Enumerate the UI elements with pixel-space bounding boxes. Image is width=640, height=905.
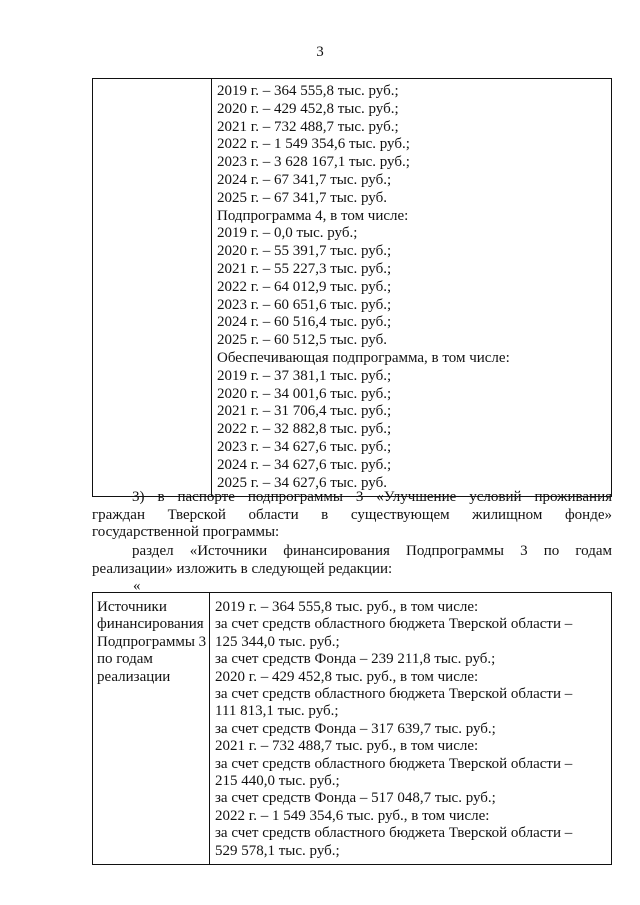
paragraph-line: реализации» изложить в следующей редакции:	[92, 560, 393, 577]
table-line: за счет средств Фонда – 239 211,8 тыс. руб.;	[215, 651, 496, 668]
table-line: 2023 г. – 34 627,6 тыс. руб.;	[217, 438, 392, 455]
table-line: 2025 г. – 34 627,6 тыс. руб.	[217, 474, 387, 491]
table-line: за счет средств областного бюджета Тверской области –	[215, 686, 573, 703]
table-line: за счет средств областного бюджета Тверской области –	[215, 755, 573, 772]
table-line: 2023 г. – 60 651,6 тыс. руб.;	[217, 296, 392, 313]
table-line: 125 344,0 тыс. руб.;	[215, 633, 340, 650]
table-line: 2024 г. – 60 516,4 тыс. руб.;	[217, 314, 392, 331]
table-line: 2020 г. – 429 452,8 тыс. руб.;	[217, 100, 399, 117]
table-line: 2019 г. – 37 381,1 тыс. руб.;	[217, 367, 392, 384]
table-line: 2025 г. – 60 512,5 тыс. руб.	[217, 332, 387, 349]
table-line: 2019 г. – 0,0 тыс. руб.;	[217, 225, 358, 242]
table-line: 2021 г. – 55 227,3 тыс. руб.;	[217, 260, 392, 277]
table-right-cell	[212, 79, 612, 497]
table-line: 529 578,1 тыс. руб.;	[215, 842, 340, 859]
page-number: 3	[316, 44, 324, 60]
table-line: 2021 г. – 31 706,4 тыс. руб.;	[217, 403, 392, 420]
table-line: 2022 г. – 32 882,8 тыс. руб.;	[217, 421, 392, 438]
table-line: Подпрограмма 4, в том числе:	[217, 207, 409, 224]
table-line: 2021 г. – 732 488,7 тыс. руб.;	[217, 118, 399, 135]
table-line: за счет средств Фонда – 317 639,7 тыс. руб.;	[215, 720, 496, 737]
table-line: 2020 г. – 34 001,6 тыс. руб.;	[217, 385, 392, 402]
table-line: 2022 г. – 1 549 354,6 тыс. руб., в том числе:	[215, 807, 490, 824]
label-line: финансирования	[97, 616, 204, 633]
table-line: за счет средств областного бюджета Тверской области –	[215, 616, 573, 633]
label-line: Источники	[97, 599, 167, 615]
paragraph-line: государственной программы:	[92, 524, 280, 540]
label-line: Подпрограммы 3	[97, 633, 207, 650]
table-left-cell-empty	[93, 79, 212, 497]
table-line: 2023 г. – 3 628 167,1 тыс. руб.;	[217, 154, 410, 171]
table-line: 2022 г. – 1 549 354,6 тыс. руб.;	[217, 136, 410, 153]
opening-quote: «	[133, 578, 141, 594]
table-line: 2020 г. – 55 391,7 тыс. руб.;	[217, 243, 392, 260]
funding-sources-table	[92, 592, 612, 865]
label-line: реализации	[97, 668, 171, 685]
table-line: 2022 г. – 64 012,9 тыс. руб.;	[217, 278, 392, 295]
paragraph-line: раздел «Источники финансирования Подпрограммы 3 по годам	[132, 543, 612, 559]
funding-table-continuation	[92, 78, 612, 497]
table-line: 111 813,1 тыс. руб.;	[215, 703, 339, 720]
table-line: Обеспечивающая подпрограмма, в том числе:	[217, 349, 510, 366]
table-line: 2021 г. – 732 488,7 тыс. руб., в том числе:	[215, 738, 479, 755]
table-line: 2019 г. – 364 555,8 тыс. руб., в том числе:	[215, 599, 479, 615]
funding-sources-label-cell	[93, 593, 210, 865]
paragraph-subprogram-3	[92, 489, 612, 542]
table-line: за счет средств Фонда – 517 048,7 тыс. руб.;	[215, 790, 496, 807]
paragraph-line: 3) в паспорте подпрограммы 3 «Улучшение условий проживания	[132, 489, 612, 505]
label-line: по годам	[97, 651, 153, 668]
table-line: 2019 г. – 364 555,8 тыс. руб.;	[217, 83, 399, 99]
table-line: за счет средств областного бюджета Тверской области –	[215, 825, 573, 842]
table-line: 2024 г. – 34 627,6 тыс. руб.;	[217, 456, 392, 473]
table-line: 2020 г. – 429 452,8 тыс. руб., в том числе:	[215, 668, 479, 685]
funding-sources-values-cell	[210, 593, 612, 865]
paragraph-line: граждан Тверской области в существующем жилищном фонде»	[92, 506, 612, 523]
paragraph-section-edit	[92, 543, 612, 578]
table-line: 2025 г. – 67 341,7 тыс. руб.	[217, 189, 387, 206]
table-line: 215 440,0 тыс. руб.;	[215, 773, 340, 790]
table-line: 2024 г. – 67 341,7 тыс. руб.;	[217, 171, 392, 188]
